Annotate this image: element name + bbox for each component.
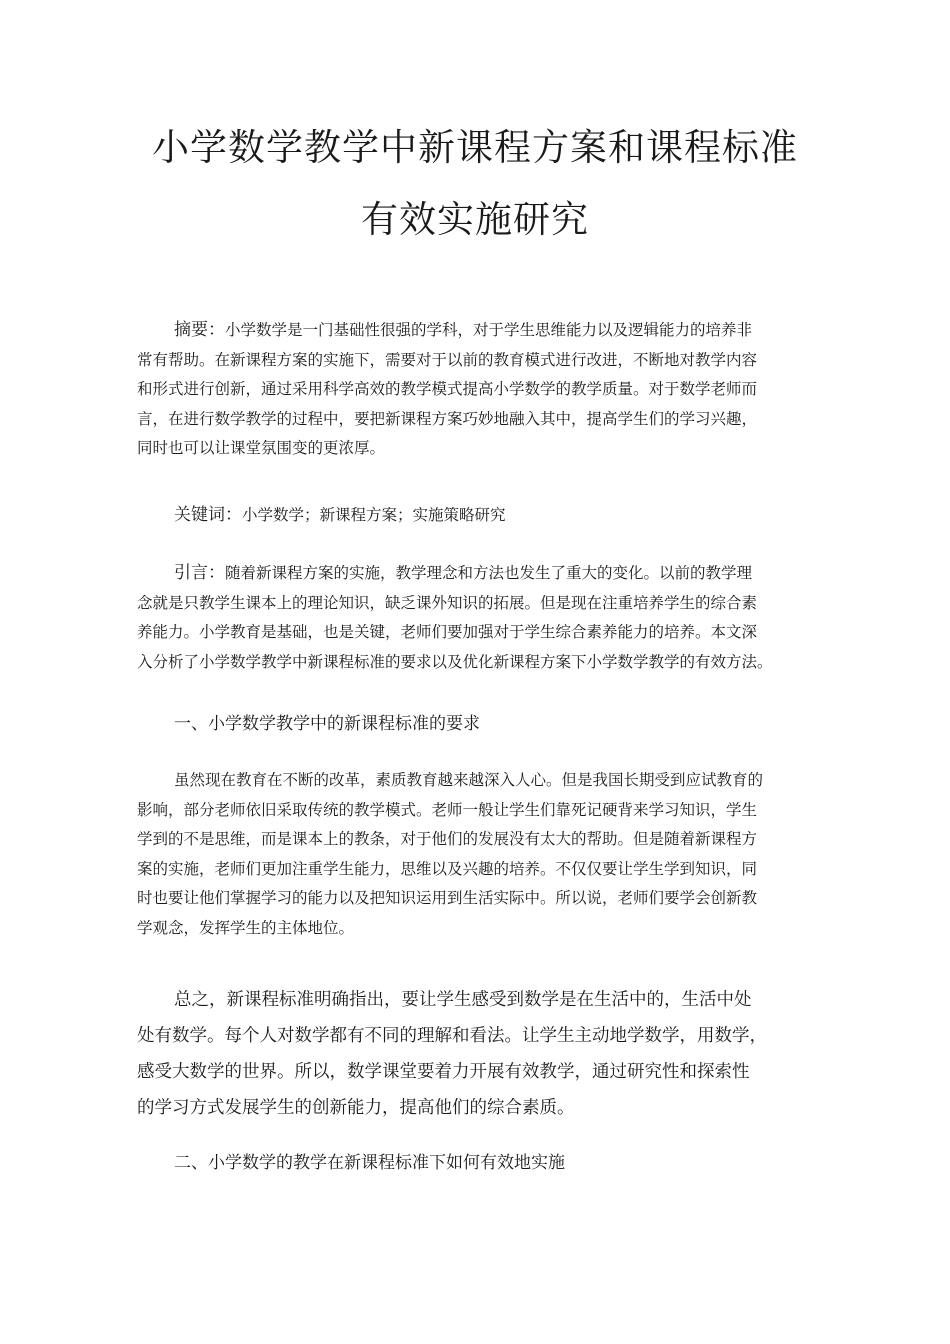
keywords-paragraph — [137, 501, 827, 530]
abstract-line: 同时也可以让课堂氛围变的更浓厚。 — [137, 439, 386, 457]
section-1-paragraph-1-line: 案的实施，老师们更加注重学生能力，思维以及兴趣的培养。不仅仅要让学生学到知识，同 — [137, 859, 758, 878]
section-1-paragraph-2-line: 处有数学。每个人对数学都有不同的理解和看法。让学生主动地学数学，用数学， — [137, 1026, 767, 1046]
section-1-paragraph-2 — [137, 982, 827, 1126]
introduction-label: 引言： — [174, 563, 225, 583]
abstract-line — [137, 316, 827, 346]
section-1-paragraph-2-line: 总之，新课程标准明确指出，要让学生感受到数学是在生活中的，生活中处 — [174, 990, 752, 1010]
section-1-paragraph-2-line: 的学习方式发展学生的创新能力，提高他们的综合素质。 — [137, 1098, 575, 1118]
introduction-text: 随着新课程方案的实施，教学理念和方法也发生了重大的变化。以前的教学理 — [225, 564, 753, 582]
abstract-text: 小学数学是一门基础性很强的学科，对于学生思维能力以及逻辑能力的培养非 — [225, 321, 753, 339]
section-1-paragraph-1-line: 学观念，发挥学生的主体地位。 — [137, 918, 355, 937]
section-2-heading — [137, 1149, 827, 1177]
section-2-heading-text: 二、小学数学的教学在新课程标准下如何有效地实施 — [174, 1153, 565, 1173]
introduction-paragraph — [137, 559, 827, 677]
introduction-line: 入分析了小学数学教学中新课程标准的要求以及优化新课程方案下小学数学教学的有效方法。 — [137, 652, 773, 671]
section-1-paragraph-1-line: 时也要让他们掌握学习的能力以及把知识运用到生活实际中。所以说，老师们要学会创新教 — [137, 889, 758, 907]
abstract-label: 摘要： — [174, 320, 225, 340]
section-1-heading — [137, 710, 827, 738]
document-title-line-1: 小学数学教学中新课程方案和课程标准 — [152, 126, 798, 169]
section-1-paragraph-2-line: 感受大数学的世界。所以，数学课堂要着力开展有效教学，通过研究性和探索性 — [137, 1062, 750, 1082]
abstract-line: 常有帮助。在新课程方案的实施下，需要对于以前的教育模式进行改进，不断地对教学内容 — [137, 350, 758, 369]
introduction-line: 念就是只教学生课本上的理论知识，缺乏课外知识的拓展。但是现在注重培养学生的综合素 — [137, 593, 758, 612]
section-1-paragraph-1-line: 虽然现在教育在不断的改革，素质教育越来越深入人心。但是我国长期受到应试教育的 — [174, 771, 764, 789]
section-1-heading-text: 一、小学数学教学中的新课程标准的要求 — [174, 714, 480, 734]
keywords-label: 关键词： — [174, 505, 242, 525]
introduction-line: 养能力。小学教育是基础，也是关键，老师们要加强对于学生综合素养能力的培养。本文深 — [137, 623, 758, 641]
introduction-line — [137, 559, 827, 589]
document-title-line-2: 有效实施研究 — [361, 198, 589, 241]
abstract-paragraph — [137, 316, 827, 464]
section-1-paragraph-1-line: 学到的不是思维，而是课本上的教条，对于他们的发展没有太大的帮助。但是随着新课程方 — [137, 830, 758, 848]
keywords-line — [137, 501, 827, 530]
keywords-text: 小学数学；新课程方案；实施策略研究 — [242, 506, 506, 524]
section-1-paragraph-1 — [137, 766, 827, 943]
abstract-line: 和形式进行创新，通过采用科学高效的教学模式提高小学数学的教学质量。对于数学老师而 — [137, 380, 758, 398]
abstract-line: 言，在进行数学教学的过程中，要把新课程方案巧妙地融入其中，提高学生们的学习兴趣， — [137, 409, 758, 428]
section-1-paragraph-1-line: 影响，部分老师依旧采取传统的教学模式。老师一般让学生们靠死记硬背来学习知识，学生 — [137, 800, 758, 819]
